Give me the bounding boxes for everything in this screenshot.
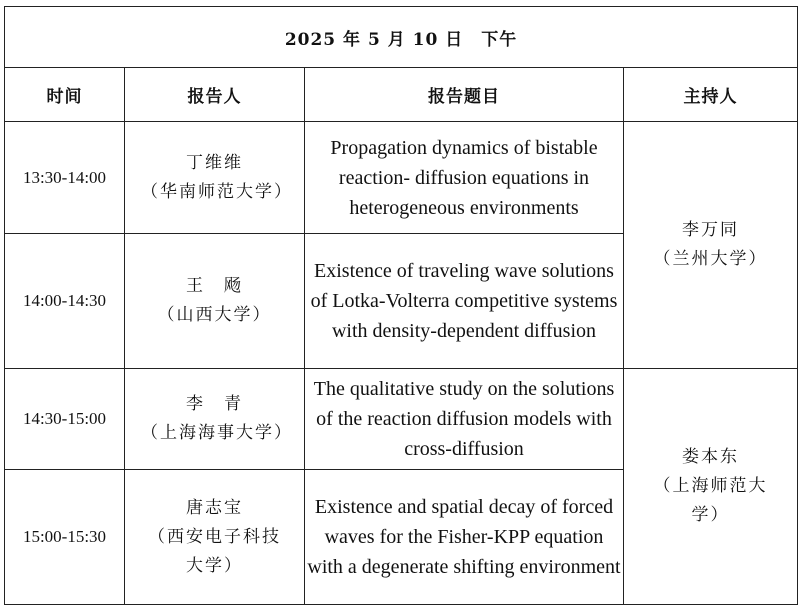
speaker-name: 王 飏 (186, 276, 243, 296)
header-topic: 报告题目 (305, 68, 624, 122)
speaker-cell (125, 470, 305, 605)
schedule-title: 2025 年 5 月 10 日 下午 (5, 7, 798, 68)
time-cell: 13:30-14:00 (5, 122, 125, 234)
speaker-affiliation: （西安电子科技大学） (148, 526, 281, 576)
host-name: 娄本东 (682, 447, 740, 467)
header-row (5, 68, 798, 122)
host-cell (624, 122, 798, 369)
speaker-cell (125, 369, 305, 470)
speaker-affiliation: （上海海事大学） (141, 423, 293, 443)
time-cell: 14:30-15:00 (5, 369, 125, 470)
topic-cell: The qualitative study on the solutions of the reaction diffusion models with cross-diffusion (305, 369, 624, 470)
time-cell: 15:00-15:30 (5, 470, 125, 605)
title-row (5, 7, 798, 68)
table-row (5, 369, 798, 470)
schedule-table (4, 6, 798, 605)
topic-cell: Existence of traveling wave solutions of Lotka-Volterra competitive systems with density-dependent diffusion (305, 234, 624, 369)
host-affiliation: （上海师范大学） (653, 476, 768, 525)
speaker-cell (125, 234, 305, 369)
speaker-affiliation: （华南师范大学） (141, 181, 293, 202)
table-row (5, 122, 798, 234)
speaker-name: 丁维维 (186, 152, 243, 173)
host-cell (624, 369, 798, 605)
time-cell: 14:00-14:30 (5, 234, 125, 369)
header-speaker: 报告人 (125, 68, 305, 122)
speaker-affiliation: （山西大学） (157, 305, 272, 325)
host-affiliation: （兰州大学） (653, 249, 768, 269)
topic-cell: Propagation dynamics of bistable reaction- diffusion equations in heterogeneous environments (305, 122, 624, 234)
header-time: 时间 (5, 68, 125, 122)
speaker-cell (125, 122, 305, 234)
speaker-name: 李 青 (186, 394, 243, 414)
topic-cell: Existence and spatial decay of forced waves for the Fisher-KPP equation with a degenerate shifting environment (305, 470, 624, 605)
speaker-name: 唐志宝 (186, 497, 243, 518)
header-host: 主持人 (624, 68, 798, 122)
host-name: 李万同 (682, 220, 740, 240)
